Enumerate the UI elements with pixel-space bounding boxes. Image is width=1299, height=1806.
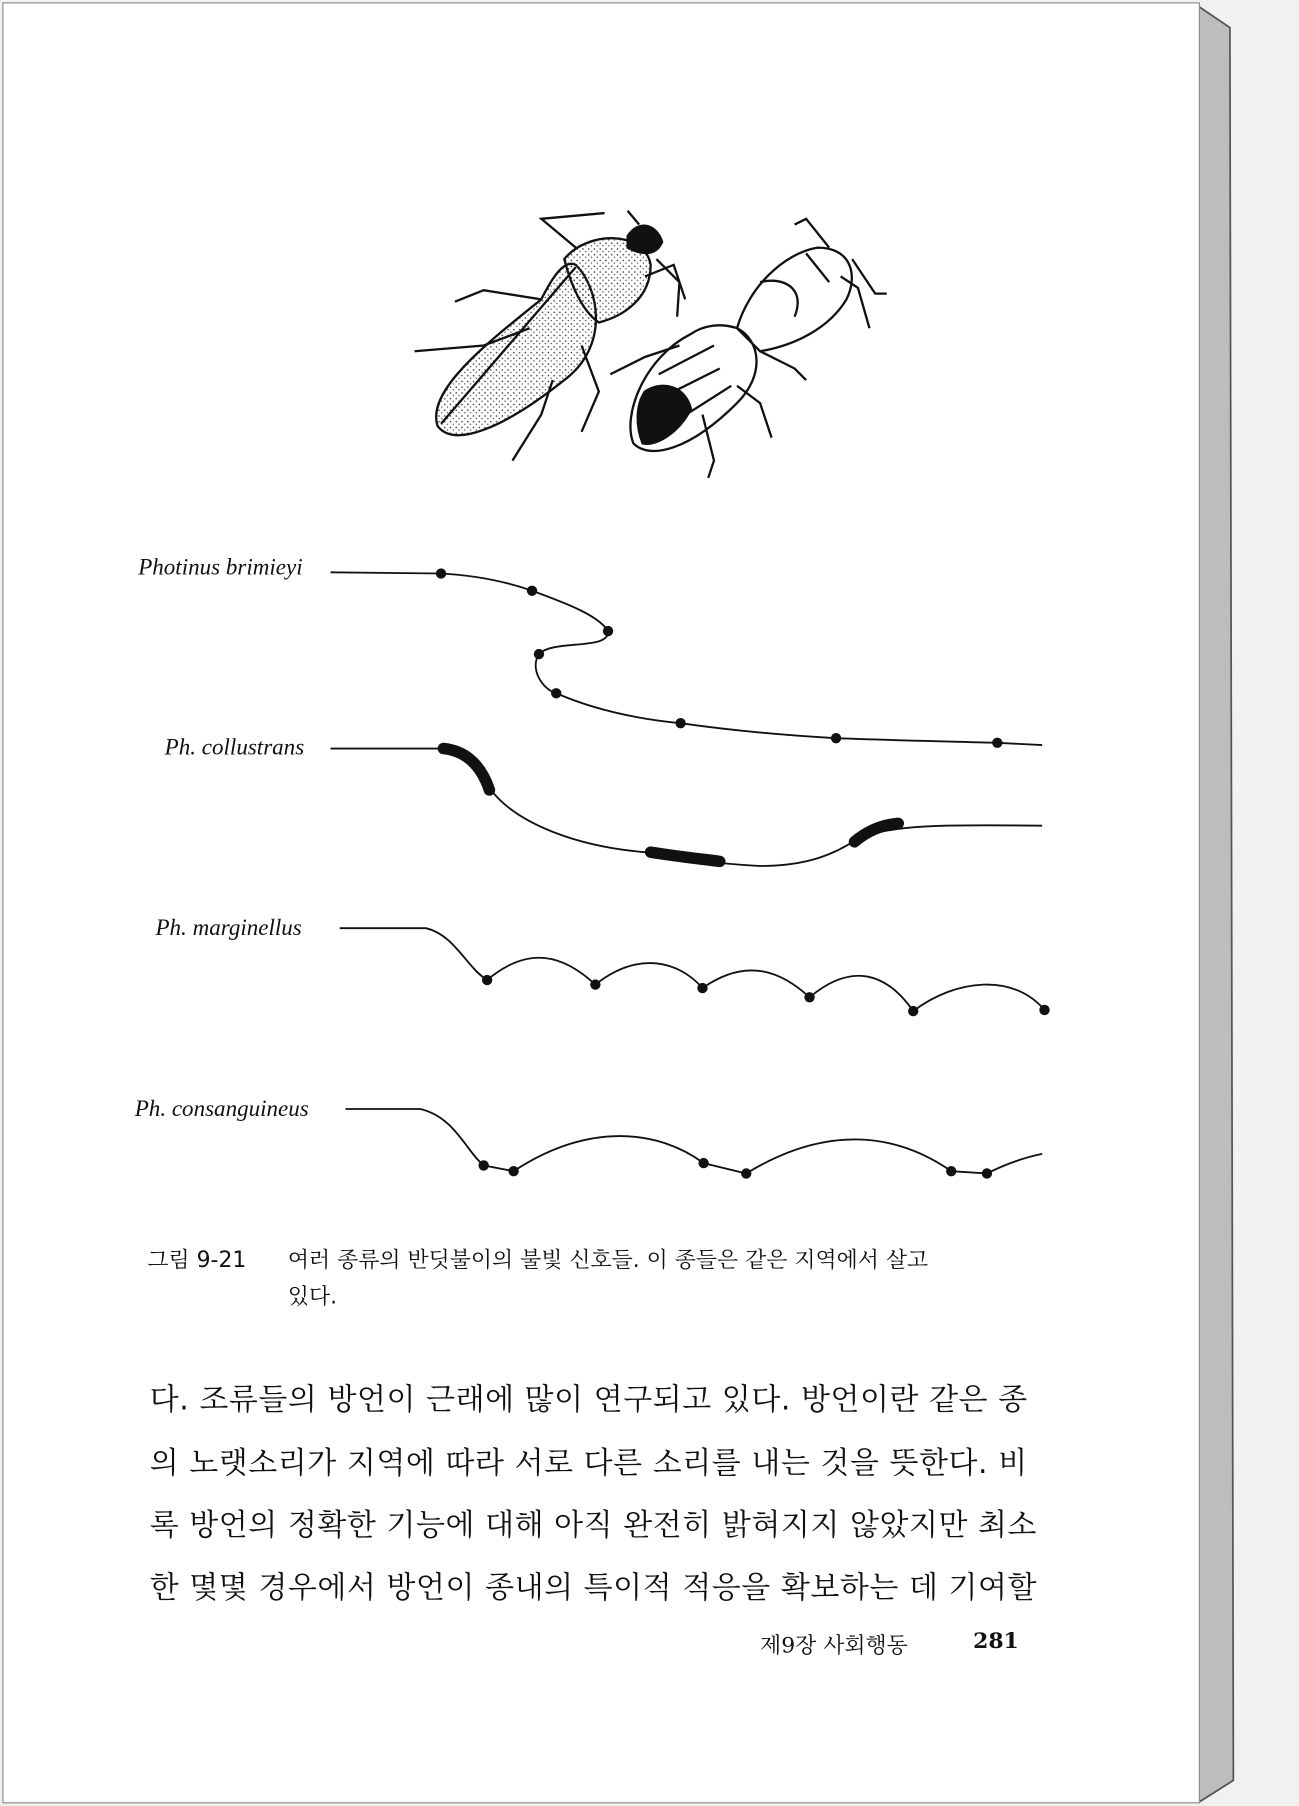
body-text-line: 의 노랫소리가 지역에 따라 서로 다른 소리를 내는 것을 뜻한다. 비 xyxy=(149,1446,1028,1481)
species-label-marginellus: Ph. marginellus xyxy=(155,915,302,941)
species-label-consanguineus: Ph. consanguineus xyxy=(134,1096,309,1122)
figure-caption-line-2: 있다. xyxy=(287,1284,338,1310)
species-label-collustrans: Ph. collustrans xyxy=(164,734,305,761)
flash-trace-marginellus xyxy=(340,928,1050,1016)
flash-trace-brimieyi xyxy=(331,568,1043,748)
body-text-line: 한 몇몇 경우에서 방언이 종내의 특이적 적응을 확보하는 데 기여할 xyxy=(149,1570,1038,1606)
body-text-line: 다. 조류들의 방언이 근래에 많이 연구되고 있다. 방언이란 같은 종 xyxy=(149,1383,1028,1418)
figure-caption-line-1: 여러 종류의 반딧불이의 불빛 신호들. 이 종들은 같은 지역에서 살고 xyxy=(287,1247,929,1273)
flash-trace-consanguineus xyxy=(345,1109,1042,1179)
body-text-line: 록 방언의 정확한 기능에 대해 아직 완전히 밝혀지지 않았지만 최소 xyxy=(149,1508,1038,1544)
page-number: 281 xyxy=(973,1628,1019,1654)
species-label-brimieyi: Photinus brimieyi xyxy=(138,555,303,581)
running-footer-chapter: 제9장 사회행동 xyxy=(760,1632,908,1659)
figure-number: 그림 9-21 xyxy=(147,1247,247,1273)
flash-trace-collustrans xyxy=(331,749,1043,866)
